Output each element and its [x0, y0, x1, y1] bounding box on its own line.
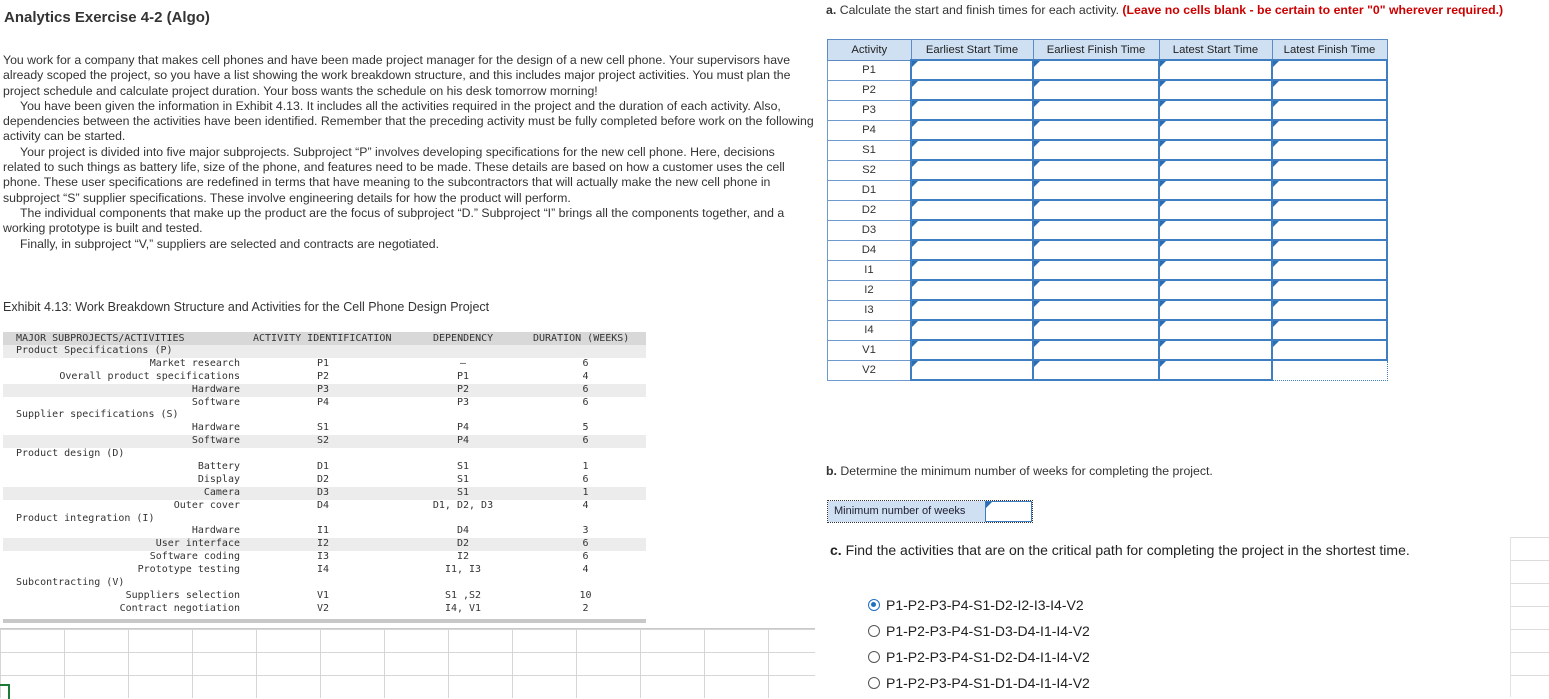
activity-id: P2 [317, 370, 330, 382]
activity-id: I4 [317, 564, 330, 576]
activity-name: User interface [155, 538, 240, 550]
activity-name: Software [191, 435, 240, 447]
earliest-start-input[interactable] [911, 260, 1033, 280]
latest-finish-input[interactable] [1272, 240, 1387, 260]
spreadsheet-grid [0, 628, 815, 698]
schedule-row [828, 260, 1388, 280]
question-a-prompt: Calculate the start and finish times for each activity. [839, 3, 1119, 17]
exhibit-activity-row [3, 371, 646, 384]
col-latest-finish: Latest Finish Time [1272, 40, 1387, 61]
earliest-start-input[interactable] [911, 240, 1033, 260]
schedule-row [828, 220, 1388, 240]
activity-dependency: P4 [456, 435, 470, 447]
activity-duration: 6 [582, 538, 589, 550]
exhibit-header-duration: DURATION (WEEKS) [533, 333, 630, 344]
activity-dependency: P2 [456, 383, 470, 395]
col-latest-start: Latest Start Time [1159, 40, 1272, 61]
activity-name: Prototype testing [137, 564, 240, 576]
latest-start-input[interactable] [1159, 260, 1272, 280]
schedule-activity: I1 [828, 260, 912, 280]
schedule-table [827, 39, 1388, 381]
activity-dependency: P1 [456, 370, 470, 382]
earliest-start-input[interactable] [911, 60, 1033, 80]
latest-start-input[interactable] [1159, 180, 1272, 200]
latest-finish-input[interactable] [1272, 180, 1387, 200]
latest-finish-input[interactable] [1272, 320, 1387, 340]
activity-duration: 10 [579, 589, 592, 601]
critical-path-option[interactable] [868, 644, 1090, 670]
schedule-activity: V1 [828, 340, 912, 360]
activity-id: D3 [317, 486, 330, 498]
latest-start-input[interactable] [1159, 120, 1272, 140]
activity-name: Battery [197, 461, 240, 473]
activity-name: Display [197, 473, 240, 485]
activity-id: I2 [317, 538, 330, 550]
activity-id: I1 [317, 525, 330, 537]
activity-name: Hardware [191, 422, 240, 434]
latest-start-input[interactable] [1159, 140, 1272, 160]
activity-dependency: I2 [456, 551, 470, 563]
critical-path-options [868, 592, 1090, 696]
activity-duration: 6 [582, 435, 589, 447]
exhibit-activity-row [3, 474, 646, 487]
exhibit-activity-row [3, 590, 646, 603]
subproject-name: Product design (D) [16, 448, 125, 460]
subproject-name: Product integration (I) [16, 512, 155, 524]
schedule-activity: P4 [828, 120, 912, 140]
activity-name: Contract negotiation [119, 602, 240, 614]
earliest-start-input[interactable] [911, 300, 1033, 320]
exhibit-activity-row [3, 603, 646, 616]
activity-duration: 4 [582, 564, 589, 576]
critical-path-option[interactable] [868, 670, 1090, 696]
earliest-start-input[interactable] [911, 320, 1033, 340]
intro-paragraph: Your project is divided into five major subprojects. Subproject “P” involves developing specifications for the new cell phone. Here, decisions related to such things as battery life, size of the phone, and features need to be made. These details are based on how a customer uses the cell phone. These user specifications are redefined in terms that have meaning to the subcontractors that will actually make the new cell phone in subproject “S” supplier specifications. These involve engineering details for how the product will perform. [3, 144, 785, 205]
intro-paragraph: The individual components that make up the product are the focus of subproject “D.” Subproject “I” brings all the components together, and a working prototype is built and tested. [3, 205, 785, 236]
schedule-activity: P2 [828, 80, 912, 100]
radio-unselected-icon[interactable] [868, 625, 880, 637]
latest-start-input[interactable] [1159, 160, 1272, 180]
latest-start-input[interactable] [1159, 100, 1272, 120]
exhibit-group-row [3, 448, 646, 461]
schedule-activity: I2 [828, 280, 912, 300]
activity-name: Hardware [191, 525, 240, 537]
intro-paragraph: Finally, in subproject “V,” suppliers are selected and contracts are negotiated. [20, 236, 440, 251]
schedule-row [828, 280, 1388, 300]
option-label: P1-P2-P3-P4-S1-D2-I2-I3-I4-V2 [886, 597, 1084, 613]
schedule-activity: I3 [828, 300, 912, 320]
critical-path-option[interactable] [868, 592, 1090, 618]
earliest-finish-input[interactable] [1033, 200, 1159, 220]
earliest-finish-input[interactable] [1033, 360, 1159, 380]
question-a-letter: a. [826, 3, 837, 17]
schedule-row [828, 360, 1388, 380]
activity-duration: 3 [582, 525, 589, 537]
activity-dependency: S1 ,S2 [444, 589, 482, 601]
exhibit-activity-row [3, 422, 646, 435]
option-label: P1-P2-P3-P4-S1-D3-D4-I1-I4-V2 [886, 623, 1090, 639]
activity-name: Outer cover [173, 499, 240, 511]
latest-finish-input[interactable] [1272, 340, 1387, 360]
activity-duration: 6 [582, 357, 589, 369]
exhibit-header-dependency: DEPENDENCY [433, 333, 494, 344]
activity-id: S1 [317, 422, 330, 434]
activity-duration: 5 [582, 422, 589, 434]
activity-name: Camera [203, 486, 240, 498]
latest-finish-input[interactable] [1272, 300, 1387, 320]
activity-dependency: P3 [456, 396, 470, 408]
exhibit-table [3, 332, 646, 623]
schedule-activity: P3 [828, 100, 912, 120]
activity-dependency: I4, V1 [444, 602, 482, 614]
activity-id: S2 [317, 435, 330, 447]
intro-paragraph: You have been given the information in Exhibit 4.13. It includes all the activities required in the project and the duration of each activity. Also, dependencies between the activities have been identified. Remember that the preceding activity must be fully completed before work on the following activity can be started. [3, 98, 814, 144]
schedule-row [828, 340, 1388, 360]
latest-start-input[interactable] [1159, 320, 1272, 340]
question-a [826, 3, 1503, 17]
subproject-name: Subcontracting (V) [16, 577, 125, 589]
radio-unselected-icon[interactable] [868, 651, 880, 663]
latest-finish-input[interactable] [1272, 80, 1387, 100]
latest-start-input[interactable] [1159, 300, 1272, 320]
latest-start-input[interactable] [1159, 360, 1272, 380]
exhibit-group-row [3, 409, 646, 422]
subproject-name: Product Specifications (P) [16, 345, 173, 356]
activity-name: Software coding [149, 551, 240, 563]
activity-id: I3 [317, 551, 330, 563]
schedule-activity: D1 [828, 180, 912, 200]
latest-finish-input[interactable] [1272, 100, 1387, 120]
schedule-row [828, 300, 1388, 320]
activity-duration: 6 [582, 383, 589, 395]
exhibit-header-activities: MAJOR SUBPROJECTS/ACTIVITIES [16, 333, 185, 344]
critical-path-option[interactable] [868, 618, 1090, 644]
question-c-prompt: Find the activities that are on the critical path for completing the project in the shortest time. [845, 542, 1410, 558]
latest-finish-input[interactable] [1272, 120, 1387, 140]
exhibit-group-row [3, 345, 646, 358]
activity-duration: 4 [582, 499, 589, 511]
schedule-activity: D3 [828, 220, 912, 240]
earliest-start-input[interactable] [911, 140, 1033, 160]
latest-start-input[interactable] [1159, 200, 1272, 220]
schedule-row [828, 200, 1388, 220]
exhibit-activity-row [3, 538, 646, 551]
exhibit-group-row [3, 513, 646, 526]
latest-finish-input[interactable] [1272, 260, 1387, 280]
schedule-header-row [828, 40, 1388, 61]
question-b-prompt: Determine the minimum number of weeks for completing the project. [840, 464, 1213, 478]
latest-finish-input[interactable] [1272, 160, 1387, 180]
exhibit-bottom-rule [3, 619, 646, 623]
radio-selected-icon[interactable] [868, 599, 880, 611]
question-b-letter: b. [826, 464, 837, 478]
earliest-finish-input[interactable] [1033, 80, 1159, 100]
activity-dependency: D4 [456, 525, 470, 537]
exhibit-activity-row [3, 500, 646, 513]
min-weeks-input[interactable] [985, 501, 1032, 522]
latest-start-input[interactable] [1159, 60, 1272, 80]
activity-id: D4 [317, 499, 330, 511]
exhibit-activity-row [3, 487, 646, 500]
earliest-start-input[interactable] [911, 120, 1033, 140]
activity-duration: 6 [582, 551, 589, 563]
activity-duration: 6 [582, 396, 589, 408]
earliest-start-input[interactable] [911, 100, 1033, 120]
exhibit-activity-row [3, 384, 646, 397]
activity-id: P4 [317, 396, 330, 408]
schedule-row [828, 180, 1388, 200]
latest-start-input[interactable] [1159, 340, 1272, 360]
latest-finish-input[interactable] [1272, 200, 1387, 220]
option-label: P1-P2-P3-P4-S1-D2-D4-I1-I4-V2 [886, 649, 1090, 665]
schedule-row [828, 120, 1388, 140]
schedule-activity: P1 [828, 60, 912, 80]
latest-finish-input[interactable] [1272, 140, 1387, 160]
col-earliest-finish: Earliest Finish Time [1033, 40, 1159, 61]
option-label: P1-P2-P3-P4-S1-D1-D4-I1-I4-V2 [886, 675, 1090, 691]
schedule-row [828, 140, 1388, 160]
activity-dependency: S1 [456, 473, 470, 485]
schedule-row [828, 60, 1388, 80]
activity-name: Overall product specifications [59, 370, 240, 382]
exhibit-activity-row [3, 397, 646, 410]
latest-start-input[interactable] [1159, 280, 1272, 300]
earliest-finish-input[interactable] [1033, 140, 1159, 160]
question-c [830, 542, 1410, 558]
exhibit-activity-row [3, 525, 646, 538]
latest-finish-input[interactable] [1272, 360, 1387, 380]
earliest-start-input[interactable] [911, 220, 1033, 240]
exhibit-activity-row [3, 435, 646, 448]
exhibit-title: Exhibit 4.13: Work Breakdown Structure and Activities for the Cell Phone Design Project [3, 300, 490, 314]
activity-id: P1 [317, 357, 330, 369]
earliest-finish-input[interactable] [1033, 160, 1159, 180]
intro-paragraph: You work for a company that makes cell phones and have been made project manager for the design of a new cell phone. Your supervisors have already scoped the project, so you have a list showing the work breakdown structure, and this includes major project activities. You must plan the project schedule and calculate project duration. Your boss wants the schedule on his desk tomorrow morning! [3, 53, 791, 98]
activity-duration: 1 [582, 486, 589, 498]
latest-start-input[interactable] [1159, 240, 1272, 260]
min-weeks-label: Minimum number of weeks [828, 501, 985, 522]
latest-finish-input[interactable] [1272, 60, 1387, 80]
earliest-finish-input[interactable] [1033, 120, 1159, 140]
earliest-start-input[interactable] [911, 340, 1033, 360]
earliest-finish-input[interactable] [1033, 280, 1159, 300]
earliest-start-input[interactable] [911, 280, 1033, 300]
latest-start-input[interactable] [1159, 220, 1272, 240]
activity-name: Market research [149, 357, 240, 369]
radio-unselected-icon[interactable] [868, 677, 880, 689]
problem-description [3, 53, 815, 252]
earliest-finish-input[interactable] [1033, 240, 1159, 260]
schedule-row [828, 240, 1388, 260]
activity-id: D1 [317, 461, 330, 473]
activity-dependency: S1 [456, 486, 470, 498]
min-weeks-field [827, 500, 1033, 523]
earliest-finish-input[interactable] [1033, 300, 1159, 320]
activity-dependency: D1, D2, D3 [432, 499, 494, 511]
activity-name: Suppliers selection [125, 589, 240, 601]
col-activity: Activity [828, 40, 912, 61]
exhibit-activity-row [3, 358, 646, 371]
activity-duration: 4 [582, 370, 589, 382]
schedule-row [828, 100, 1388, 120]
earliest-start-input[interactable] [911, 360, 1033, 380]
activity-dependency: D2 [456, 538, 470, 550]
exhibit-group-row [3, 577, 646, 590]
earliest-finish-input[interactable] [1033, 60, 1159, 80]
schedule-activity: D2 [828, 200, 912, 220]
schedule-row [828, 80, 1388, 100]
earliest-finish-input[interactable] [1033, 320, 1159, 340]
activity-name: Hardware [191, 383, 240, 395]
activity-name: Software [191, 396, 240, 408]
earliest-start-input[interactable] [911, 160, 1033, 180]
question-c-letter: c. [830, 542, 842, 558]
schedule-activity: I4 [828, 320, 912, 340]
earliest-start-input[interactable] [911, 180, 1033, 200]
earliest-finish-input[interactable] [1033, 220, 1159, 240]
earliest-finish-input[interactable] [1033, 340, 1159, 360]
question-b [826, 464, 1213, 478]
earliest-finish-input[interactable] [1033, 100, 1159, 120]
schedule-activity: D4 [828, 240, 912, 260]
exhibit-activity-row [3, 551, 646, 564]
schedule-activity: S2 [828, 160, 912, 180]
exhibit-activity-row [3, 461, 646, 474]
question-a-warning: (Leave no cells blank - be certain to enter "0" wherever required.) [1122, 3, 1504, 17]
earliest-start-input[interactable] [911, 200, 1033, 220]
exhibit-header-row [3, 332, 646, 345]
page-title: Analytics Exercise 4-2 (Algo) [4, 9, 210, 26]
activity-dependency: — [459, 357, 467, 369]
activity-dependency: I1, I3 [444, 564, 482, 576]
activity-dependency: P4 [456, 422, 470, 434]
schedule-activity: V2 [828, 360, 912, 380]
exhibit-activity-row [3, 564, 646, 577]
activity-duration: 2 [582, 602, 589, 614]
schedule-row [828, 160, 1388, 180]
earliest-finish-input[interactable] [1033, 180, 1159, 200]
subproject-name: Supplier specifications (S) [16, 409, 179, 421]
exhibit-header-id: ACTIVITY IDENTIFICATION [253, 333, 392, 344]
earliest-start-input[interactable] [911, 80, 1033, 100]
latest-finish-input[interactable] [1272, 280, 1387, 300]
activity-id: V1 [317, 589, 330, 601]
activity-id: V2 [317, 602, 330, 614]
col-earliest-start: Earliest Start Time [911, 40, 1033, 61]
latest-start-input[interactable] [1159, 80, 1272, 100]
activity-dependency: S1 [456, 461, 470, 473]
activity-id: D2 [317, 473, 330, 485]
schedule-activity: S1 [828, 140, 912, 160]
activity-duration: 6 [582, 473, 589, 485]
earliest-finish-input[interactable] [1033, 260, 1159, 280]
schedule-row [828, 320, 1388, 340]
side-gridlines [1510, 537, 1549, 697]
activity-duration: 1 [582, 461, 589, 473]
activity-id: P3 [317, 383, 330, 395]
latest-finish-input[interactable] [1272, 220, 1387, 240]
